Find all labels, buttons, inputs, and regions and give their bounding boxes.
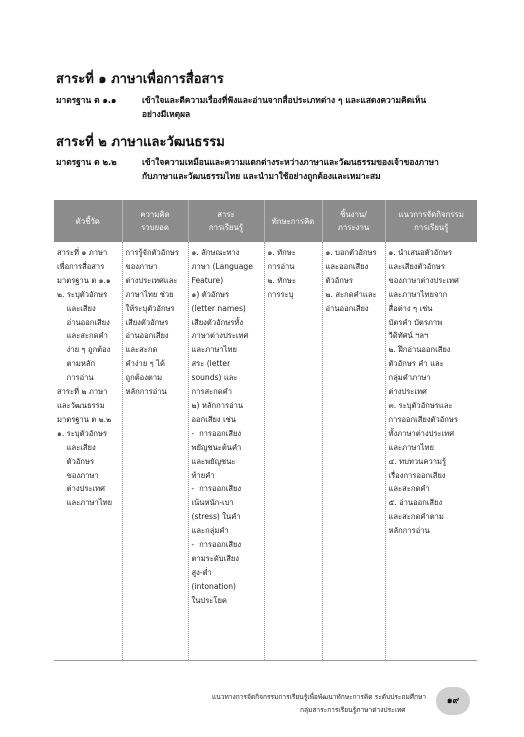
cell-line: และภาษาไทยจาก bbox=[388, 289, 448, 299]
learning-plan-table bbox=[54, 200, 477, 661]
footer-book-title: แนวทางการจัดกิจกรรมการเรียนรู้เพื่อพัฒนาทักษะการคิด ระดับประถมศึกษา bbox=[212, 693, 427, 701]
cell-line: การออกเสียงตัวอักษร bbox=[388, 414, 458, 424]
cell-line: และออกเสียง bbox=[325, 261, 369, 271]
cell-line: ๑. นำเสนอตัวอักษร bbox=[388, 248, 453, 257]
cell-line: - การออกเสียง bbox=[191, 484, 242, 494]
cell-line: การสะกดคำ bbox=[191, 387, 233, 397]
cell-line: ๒. ทักษะ bbox=[267, 275, 297, 285]
cell-line: และเสียงตัวอักษร bbox=[388, 261, 445, 271]
cell-line: ๕. อ่านออกเสียง bbox=[388, 498, 443, 508]
strand1-heading: สาระที่ ๑ ภาษาเพื่อการสื่อสาร bbox=[56, 72, 224, 87]
cell-line: ๑. ลักษณะทาง bbox=[191, 248, 240, 257]
cell-line: ตามหลัก bbox=[57, 359, 96, 369]
cell-line: คำง่าย ๆ ได้ bbox=[125, 359, 165, 369]
cell-line: อ่านออกเสียง bbox=[125, 331, 169, 341]
header-indicator: ตัวชี้วัด bbox=[54, 200, 122, 242]
cell-line: เพื่อการสื่อสาร bbox=[57, 261, 105, 271]
cell-line: สระ (letter bbox=[191, 359, 231, 369]
cell-line: - การออกเสียง bbox=[191, 540, 242, 550]
cell-line: หลักการอ่าน bbox=[125, 387, 167, 397]
header-content: สาระ การเรียนรู้ bbox=[188, 200, 264, 242]
header-workpiece: ชิ้นงาน/ ภาระงาน bbox=[322, 200, 385, 242]
cell-line: และเสียง bbox=[57, 442, 96, 452]
cell-line: ของภาษา bbox=[57, 470, 99, 480]
cell-line: ๒. สะกดคำและ bbox=[325, 289, 377, 299]
cell-line: ถูกต้องตาม bbox=[125, 373, 163, 383]
cell-line: ภาษาต่างประเทศ bbox=[191, 331, 249, 341]
cell-line: Feature) bbox=[191, 275, 224, 285]
header-concept: ความคิด รวบยอด bbox=[122, 200, 188, 242]
cell-line: กลุ่มคำภาษา bbox=[388, 373, 431, 383]
cell-line: สาระที่ ๒ ภาษา bbox=[57, 387, 108, 397]
cell-line: - การออกเสียง bbox=[191, 428, 242, 438]
cell-line: และสะกดคำตาม bbox=[388, 512, 444, 522]
strand1-standard-label: มาตรฐาน ต ๑.๑ bbox=[56, 95, 117, 105]
cell-content bbox=[188, 242, 264, 661]
cell-line: และสะกด bbox=[125, 345, 158, 355]
cell-line: ๑. บอกตัวอักษร bbox=[325, 248, 377, 257]
cell-line: เรื่องการออกเสียง bbox=[388, 470, 446, 480]
cell-line: ตามระดับเสียง bbox=[191, 553, 239, 563]
cell-line: และวัฒนธรรม bbox=[57, 400, 105, 410]
strand2-standard-label: มาตรฐาน ต ๒.๒ bbox=[56, 157, 117, 167]
cell-line: และกลุ่มคำ bbox=[191, 526, 229, 536]
cell-line: วีดิทัศน์ ฯลฯ bbox=[388, 331, 429, 341]
header-thinking-skill: ทักษะการคิด bbox=[264, 200, 322, 242]
cell-line: ในประโยค bbox=[191, 595, 227, 605]
cell-line: ต่างประเทศ bbox=[388, 387, 427, 397]
cell-line: มาตรฐาน ต ๒.๒ bbox=[57, 414, 112, 424]
footer-subject: กลุ่มสาระการเรียนรู้ภาษาต่างประเทศ bbox=[300, 706, 406, 714]
cell-line: ๒) หลักการอ่าน bbox=[191, 400, 244, 410]
strand2-standard-line1: เข้าใจความเหมือนและความแตกต่างระหว่างภาษาและวัฒนธรรมของเจ้าของภาษา bbox=[142, 157, 439, 167]
cell-thinking-skill bbox=[264, 242, 322, 661]
cell-line: ท้ายคำ bbox=[191, 470, 215, 480]
cell-line: ต่างประเทศ bbox=[57, 484, 105, 494]
cell-line: หลักการอ่าน bbox=[388, 526, 430, 536]
cell-line: สื่อต่าง ๆ เช่น bbox=[388, 303, 433, 313]
cell-line: และภาษาไทย bbox=[388, 442, 434, 452]
cell-line: ๒. ระบุตัวอักษร bbox=[57, 289, 108, 299]
cell-line: เน้นหนัก-เบา bbox=[191, 498, 234, 508]
cell-line: ๒. ฝึกอ่านออกเสียง bbox=[388, 345, 451, 355]
table-header-row bbox=[54, 200, 477, 242]
cell-workpiece bbox=[322, 242, 385, 661]
page-number: ๑๙ bbox=[436, 687, 470, 715]
cell-line: ๓. ระบุตัวอักษรและ bbox=[388, 400, 453, 410]
cell-line: อ่านออกเสียง bbox=[57, 317, 110, 327]
header-activities: แนวการจัดกิจกรรม การเรียนรู้ bbox=[385, 200, 477, 242]
table-row bbox=[54, 242, 477, 661]
cell-line: ของภาษาต่างประเทศ bbox=[388, 275, 459, 285]
cell-line: ๑. ระบุตัวอักษร bbox=[57, 428, 108, 438]
cell-line: การอ่าน bbox=[267, 261, 295, 271]
cell-line: ต่างประเทศและ bbox=[125, 275, 178, 285]
cell-line: การระบุ bbox=[267, 289, 294, 299]
cell-line: ให้ระบุตัวอักษร bbox=[125, 303, 175, 313]
cell-line: ของภาษา bbox=[125, 261, 158, 271]
cell-line: การอ่าน bbox=[57, 373, 94, 383]
strand1-standard-line2: อย่างมีเหตุผล bbox=[142, 109, 191, 119]
strand1-standard-line1: เข้าใจและตีความเรื่องที่ฟังและอ่านจากสื่อประเภทต่าง ๆ และแสดงความคิดเห็น bbox=[142, 95, 427, 105]
cell-line: และสะกดคำ bbox=[57, 331, 108, 341]
cell-line: พยัญชนะต้นคำ bbox=[191, 442, 242, 452]
strand1-standard-text bbox=[142, 93, 524, 121]
cell-line: การรู้จักตัวอักษร bbox=[125, 248, 180, 257]
cell-line: ง่าย ๆ ถูกต้อง bbox=[57, 345, 111, 355]
cell-line: เสียงตัวอักษรทั้ง bbox=[191, 317, 244, 327]
cell-line: และภาษาไทย bbox=[191, 345, 237, 355]
strand2-standard-text bbox=[142, 155, 524, 183]
cell-line: ออกเสียง เช่น bbox=[191, 414, 236, 424]
cell-line: เสียงตัวอักษร bbox=[125, 317, 169, 327]
cell-line: สาระที่ ๑ ภาษา bbox=[57, 248, 108, 257]
cell-line: ๔. ทบทวนความรู้ bbox=[388, 456, 447, 466]
cell-line: (letter names) bbox=[191, 303, 246, 313]
cell-line: และเสียง bbox=[57, 303, 96, 313]
cell-line: มาตรฐาน ต ๑.๑ bbox=[57, 275, 111, 285]
cell-line: ตัวอักษร bbox=[325, 275, 353, 285]
cell-concept bbox=[122, 242, 188, 661]
cell-line: ๑. ทักษะ bbox=[267, 248, 296, 257]
cell-line: ตัวอักษร คำ และ bbox=[388, 359, 444, 369]
cell-activities bbox=[385, 242, 477, 661]
cell-line: และภาษาไทย bbox=[57, 498, 113, 508]
cell-line: ๑) ตัวอักษร bbox=[191, 289, 230, 299]
cell-line: (intonation) bbox=[191, 581, 236, 591]
cell-line: ภาษา (Language bbox=[191, 261, 253, 271]
strand2-standard-line2: กับภาษาและวัฒนธรรมไทย และนำมาใช้อย่างถูกต้องและเหมาะสม bbox=[142, 171, 381, 181]
cell-line: และสะกดคำ bbox=[388, 484, 430, 494]
cell-indicator bbox=[54, 242, 122, 661]
strand2-heading: สาระที่ ๒ ภาษาและวัฒนธรรม bbox=[56, 135, 225, 150]
cell-line: อ่านออกเสียง bbox=[325, 303, 369, 313]
cell-line: ทั้งภาษาต่างประเทศ bbox=[388, 428, 455, 438]
cell-line: และพยัญชนะ bbox=[191, 456, 236, 466]
cell-line: บัตรคำ บัตรภาพ bbox=[388, 317, 443, 327]
cell-line: ตัวอักษร bbox=[57, 456, 95, 466]
cell-line: (stress) ในคำ bbox=[191, 512, 241, 522]
cell-line: sounds) และ bbox=[191, 373, 238, 383]
cell-line: ภาษาไทย ช่วย bbox=[125, 289, 174, 299]
cell-line: สูง-ต่ำ bbox=[191, 567, 212, 577]
